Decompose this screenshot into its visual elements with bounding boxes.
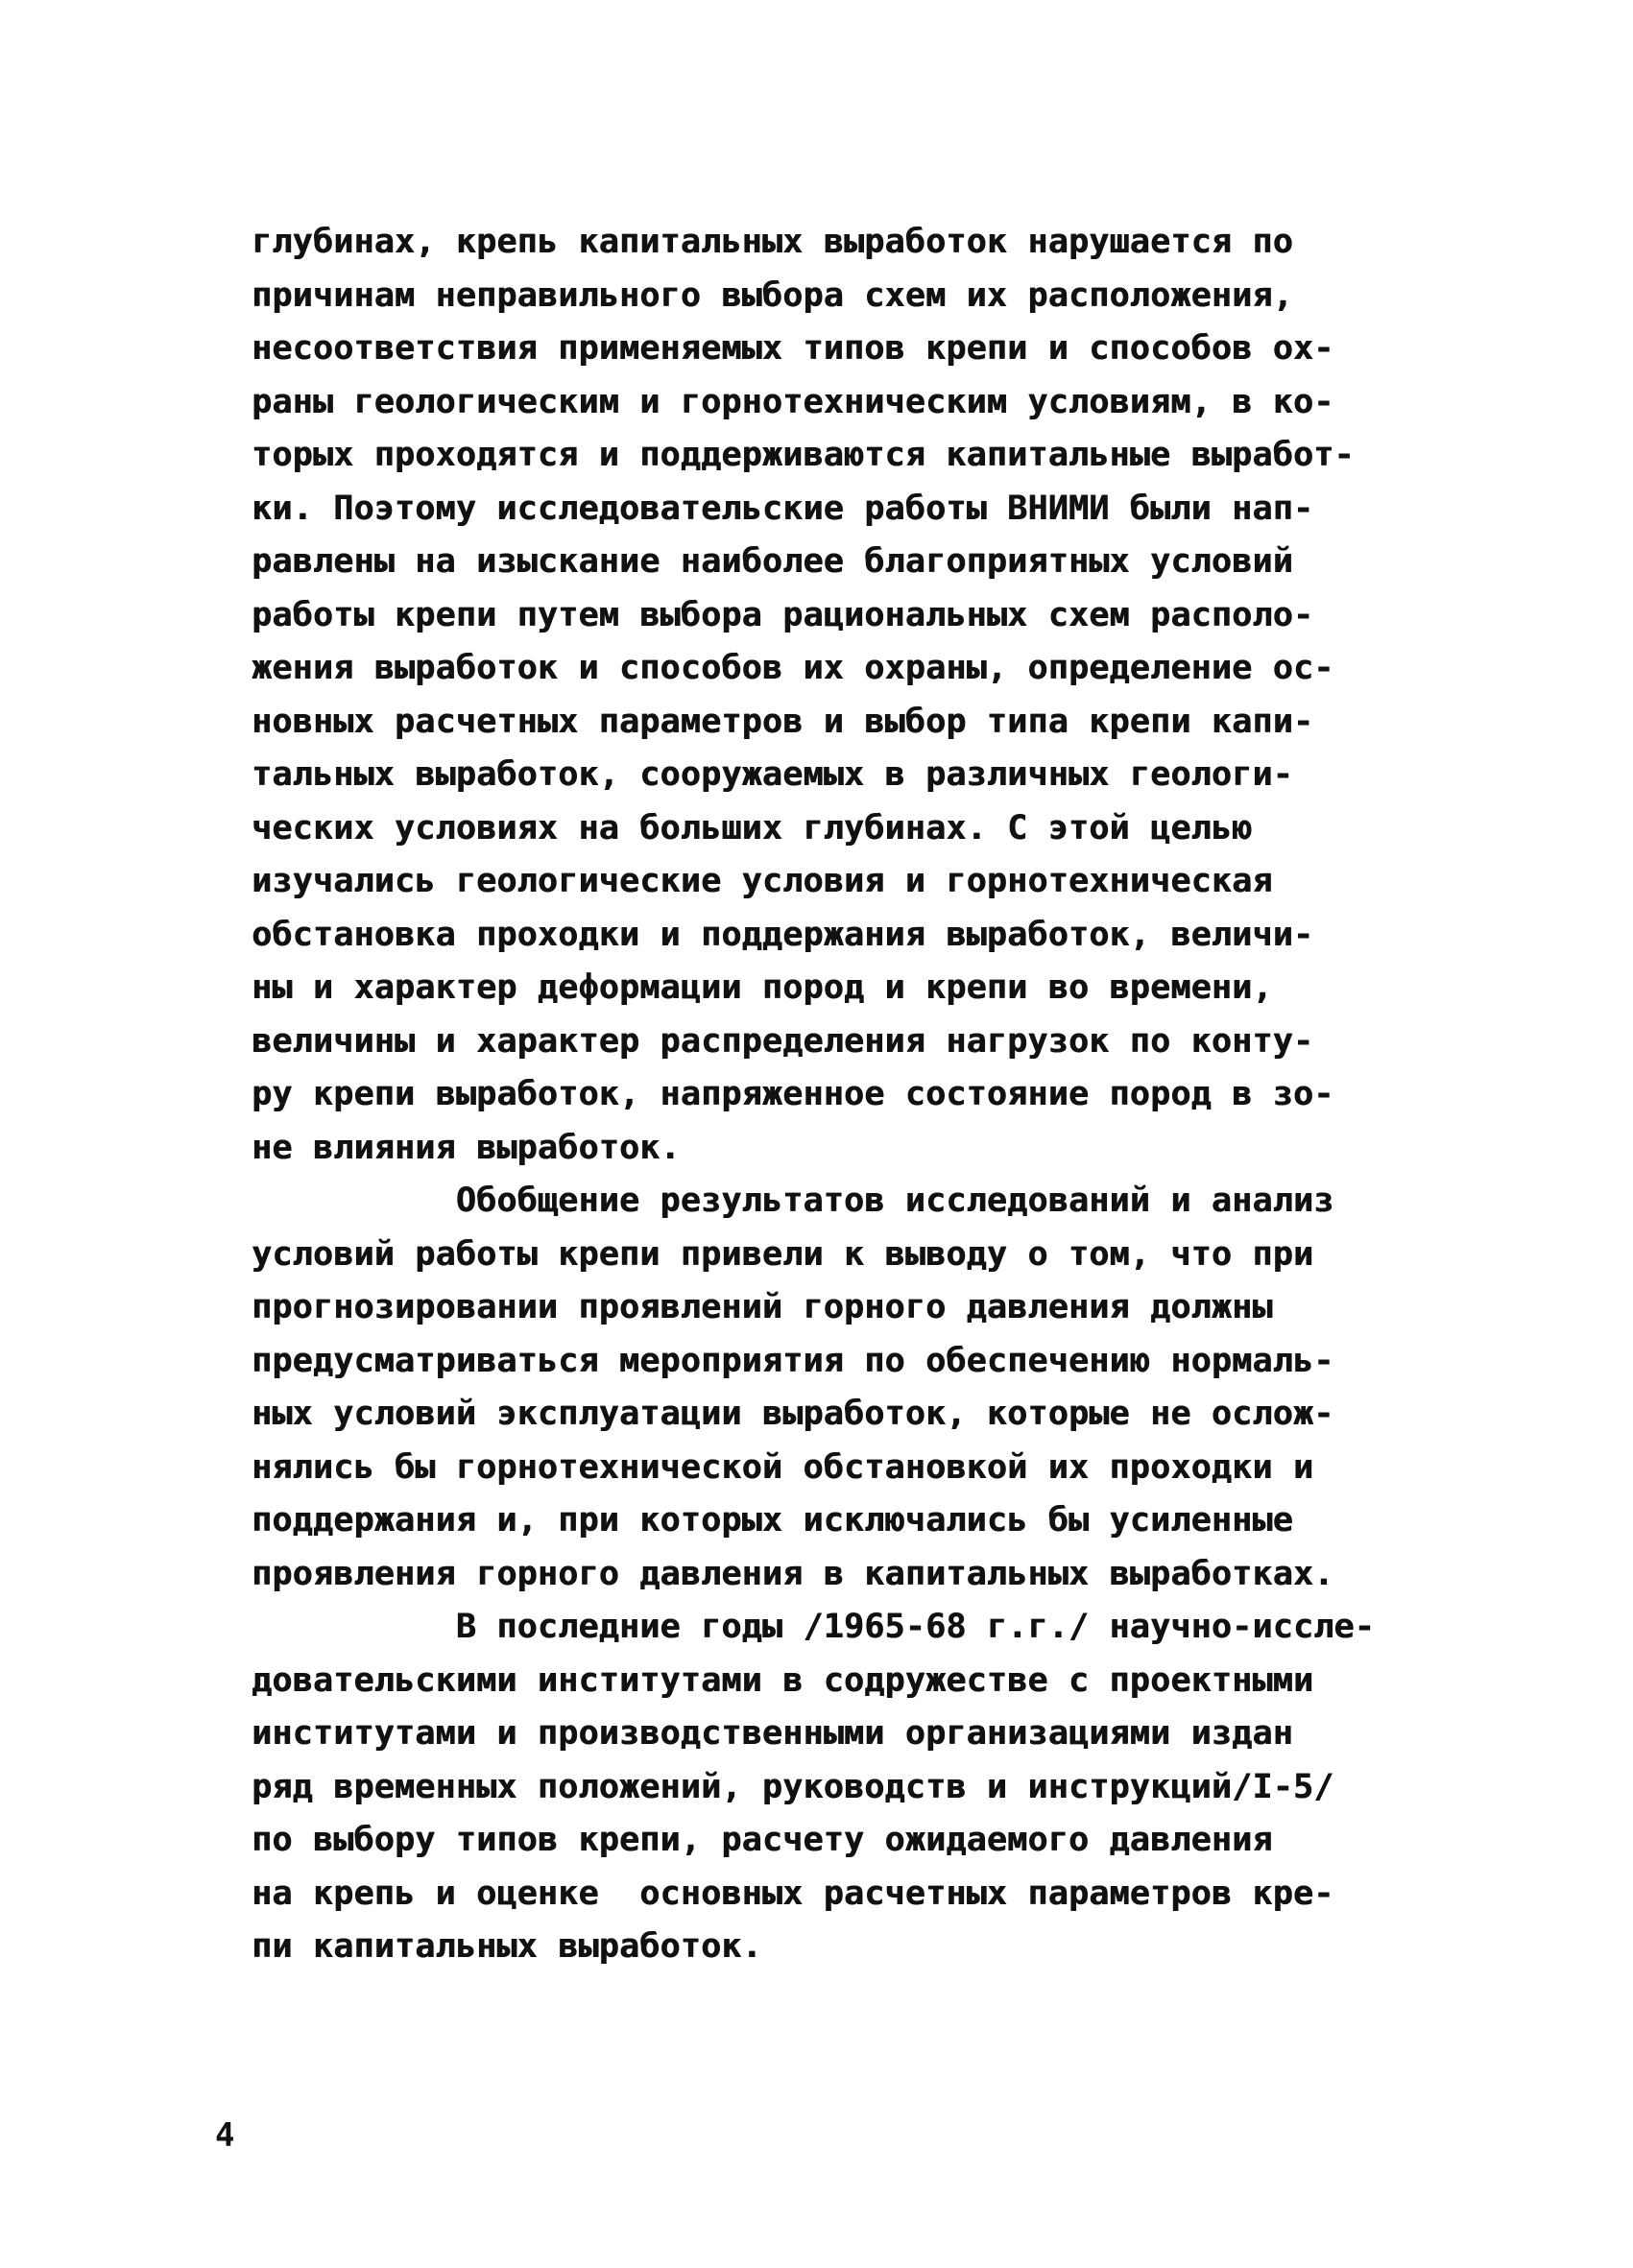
text-line: прогнозировании проявлений горного давления должны bbox=[252, 1288, 1273, 1326]
text-line: глубинах, крепь капитальных выработок нарушается по bbox=[252, 223, 1293, 261]
text-line: несоответствия применяемых типов крепи и способов ох- bbox=[252, 329, 1334, 368]
text-line: ряд временных положений, руководств и инструкций/I-5/ bbox=[252, 1767, 1334, 1806]
text-line: ки. Поэтому исследовательские работы ВНИМИ были нап- bbox=[252, 489, 1314, 528]
body-text bbox=[252, 216, 1461, 1974]
text-line: условий работы крепи привели к выводу о том, что при bbox=[252, 1234, 1314, 1274]
text-line: нялись бы горнотехнической обстановкой их проходки и bbox=[252, 1447, 1314, 1487]
text-line: торых проходятся и поддерживаются капитальные выработ- bbox=[252, 436, 1355, 474]
text-line: обстановка проходки и поддержания выработок, величи- bbox=[252, 915, 1314, 954]
text-line: пи капитальных выработок. bbox=[252, 1927, 762, 1966]
text-line: проявления горного давления в капитальных выработках. bbox=[252, 1554, 1334, 1593]
paragraph-start-line: Обобщение результатов исследований и анализ bbox=[252, 1182, 1334, 1220]
text-line: довательскими институтами в содружестве с проектными bbox=[252, 1660, 1314, 1700]
text-line: на крепь и оценке основных расчетных параметров кре- bbox=[252, 1874, 1334, 1913]
text-line: новных расчетных параметров и выбор типа крепи капи- bbox=[252, 702, 1314, 741]
text-line: жения выработок и способов их охраны, определение ос- bbox=[252, 649, 1334, 687]
text-line: ческих условиях на больших глубинах. С этой целью bbox=[252, 808, 1253, 848]
text-line: не влияния выработок. bbox=[252, 1128, 681, 1167]
text-line: тальных выработок, сооружаемых в различных геологи- bbox=[252, 755, 1293, 794]
paragraph-start-line: В последние годы /1965-68 г.г./ научно-иссле- bbox=[252, 1608, 1375, 1646]
page-number: 4 bbox=[215, 2116, 235, 2155]
text-line: ру крепи выработок, напряженное состояние пород в зо- bbox=[252, 1075, 1334, 1113]
text-line: причинам неправильного выбора схем их расположения, bbox=[252, 275, 1293, 315]
text-line: предусматриваться мероприятия по обеспечению нормаль- bbox=[252, 1341, 1334, 1380]
text-line: ных условий эксплуатации выработок, которые не ослож- bbox=[252, 1395, 1334, 1433]
text-line: институтами и производственными организациями издан bbox=[252, 1714, 1293, 1753]
text-line: равлены на изыскание наиболее благоприятных условий bbox=[252, 542, 1293, 581]
text-line: работы крепи путем выбора рациональных схем располо- bbox=[252, 595, 1314, 634]
text-line: по выбору типов крепи, расчету ожидаемого давления bbox=[252, 1821, 1273, 1859]
text-line: величины и характер распределения нагрузок по конту- bbox=[252, 1021, 1314, 1061]
text-line: раны геологическим и горнотехническим условиям, в ко- bbox=[252, 382, 1334, 421]
text-line: ны и характер деформации пород и крепи во времени, bbox=[252, 968, 1273, 1007]
text-line: поддержания и, при которых исключались бы усиленные bbox=[252, 1501, 1293, 1540]
text-line: изучались геологические условия и горнотехническая bbox=[252, 862, 1273, 900]
